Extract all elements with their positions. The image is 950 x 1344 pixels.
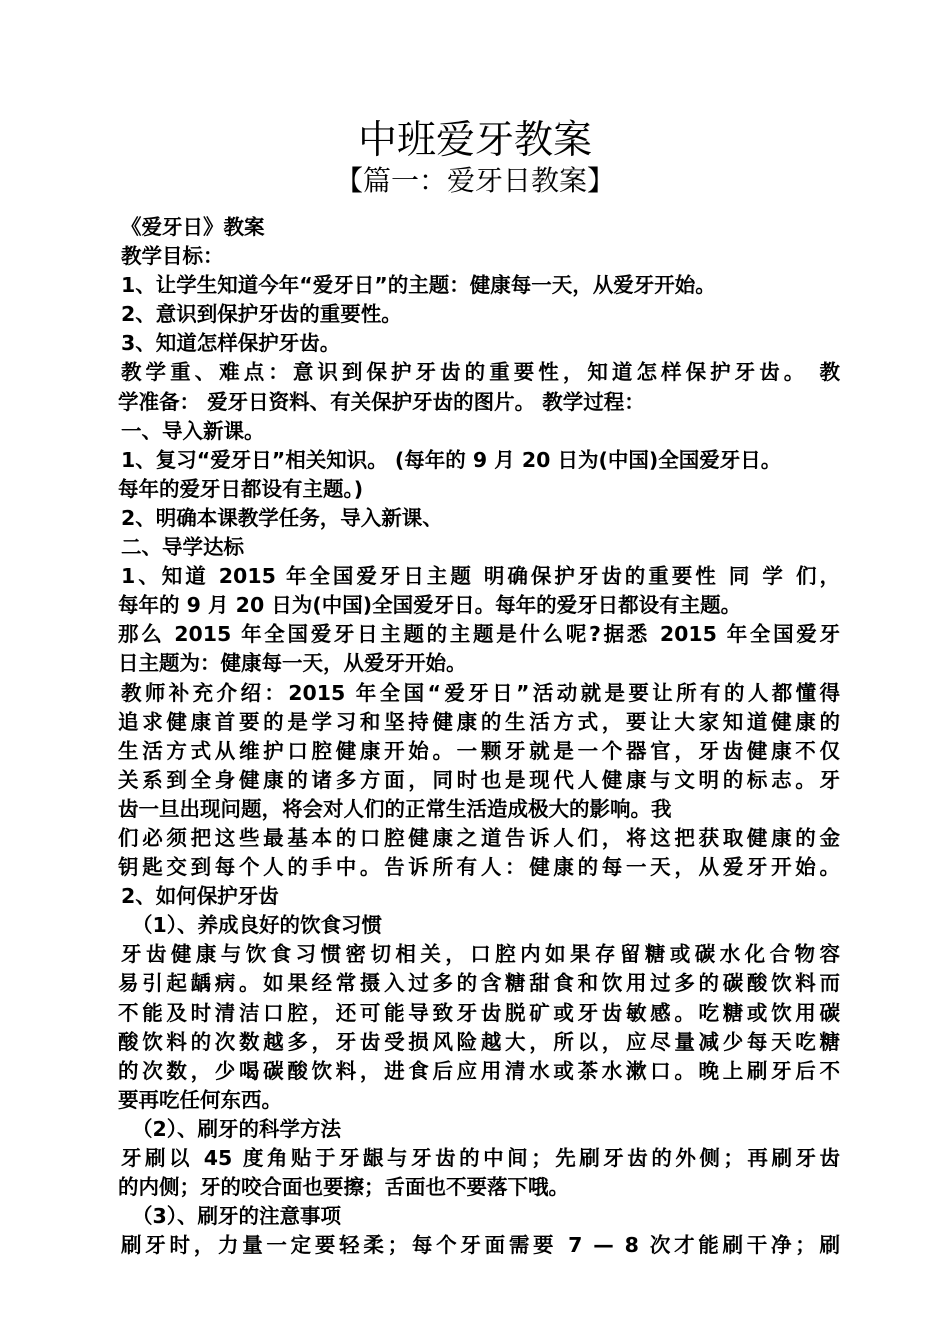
text-line: 酸饮料的次数越多，牙齿受损风险越大，所以，应尽量减少每天吃糖 (118, 1029, 840, 1054)
document-subtitle: 【篇一：爱牙日教案】 (334, 164, 615, 197)
text-line: 2、如何保护牙齿 (121, 884, 279, 909)
text-line: 那么 2015 年全国爱牙日主题的主题是什么呢?据悉 2015 年全国爱牙 (118, 622, 840, 647)
document-title: 中班爱牙教案 (357, 118, 592, 163)
text-line: 2、意识到保护牙齿的重要性。 (121, 302, 402, 327)
text-line: 一、导入新课。 (121, 418, 265, 443)
text-line: 牙齿健康与饮食习惯密切相关，口腔内如果存留糖或碳水化合物容 (121, 942, 840, 967)
text-line: 学准备： 爱牙日资料、有关保护牙齿的图片。 教学过程： (118, 389, 645, 414)
text-line: 牙刷以 45 度角贴于牙龈与牙齿的中间；先刷牙齿的外侧；再刷牙齿 (121, 1146, 840, 1170)
text-line: 1、知道 2015 年全国爱牙日主题 明确保护牙齿的重要性 同 学 们， (121, 564, 840, 589)
text-line: 1、复习“爱牙日”相关知识。 (每年的 9 月 20 日为(中国)全国爱牙日。 (121, 447, 782, 472)
text-line: 教学重、难点：意识到保护牙齿的重要性，知道怎样保护牙齿。 教 (121, 360, 840, 385)
text-line: 的次数，少喝碳酸饮料，进食后应用清水或茶水漱口。晚上刷牙后不 (118, 1058, 840, 1083)
text-line: 齿一旦出现问题，将会对人们的正常生活造成极大的影响。我 (118, 796, 672, 821)
text-line: 1、让学生知道今年“爱牙日”的主题：健康每一天，从爱牙开始。 (121, 273, 716, 298)
text-line: 二、导学达标 (121, 535, 244, 560)
text-line: 钥匙交到每个人的手中。告诉所有人：健康的每一天，从爱牙开始。 (118, 855, 840, 880)
text-line: （2）、刷牙的科学方法 (132, 1116, 342, 1141)
text-line: 每年的爱牙日都设有主题。) (118, 476, 364, 501)
text-line: 教学目标： (121, 244, 224, 269)
text-line: 关系到全身健康的诸多方面，同时也是现代人健康与文明的标志。牙 (118, 767, 840, 792)
text-line: 《爱牙日》教案 (121, 215, 265, 239)
text-line: 不能及时清洁口腔，还可能导致牙齿脱矿或牙齿敏感。吃糖或饮用碳 (118, 1000, 840, 1025)
text-line: 2、明确本课教学任务，导入新课、 (121, 505, 443, 530)
text-line: 日主题为：健康每一天，从爱牙开始。 (118, 651, 467, 676)
text-line: 们必须把这些最基本的口腔健康之道告诉人们，将这把获取健康的金 (118, 825, 840, 850)
text-line: 3、知道怎样保护牙齿。 (121, 331, 341, 356)
text-line: 易引起龋病。如果经常摄入过多的含糖甜食和饮用过多的碳酸饮料而 (118, 971, 840, 996)
text-line: （1）、养成良好的饮食习惯 (132, 913, 383, 938)
document-body (118, 213, 840, 1260)
text-line: 教师补充介绍：2015 年全国“爱牙日”活动就是要让所有的人都懂得 (121, 680, 840, 705)
text-line: 生活方式从维护口腔健康开始。一颗牙就是一个器官，牙齿健康不仅 (118, 738, 840, 763)
text-line: （3）、刷牙的注意事项 (132, 1204, 342, 1229)
text-line: 每年的 9 月 20 日为(中国)全国爱牙日。每年的爱牙日都设有主题。 (118, 593, 742, 618)
text-line: 要再吃任何东西。 (118, 1087, 282, 1112)
text-line: 的内侧；牙的咬合面也要擦；舌面也不要落下哦。 (118, 1175, 569, 1200)
text-line: 追求健康首要的是学习和坚持健康的生活方式，要让大家知道健康的 (118, 709, 840, 734)
text-line: 刷牙时，力量一定要轻柔；每个牙面需要 7 — 8 次才能刷干净；刷 (121, 1233, 840, 1258)
